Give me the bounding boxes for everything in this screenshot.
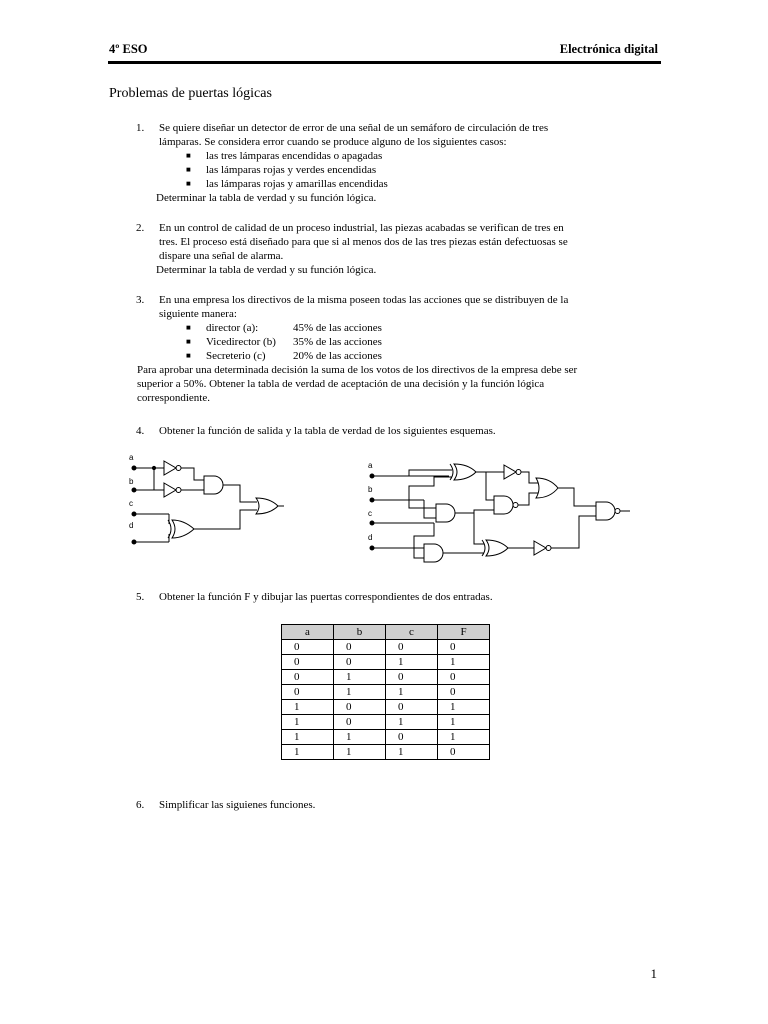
- problem-1-task: Determinar la tabla de verdad y su función lógica.: [156, 192, 377, 204]
- table-cell: 0: [282, 670, 334, 685]
- table-row: [282, 700, 490, 715]
- truth-table-header-c: c: [386, 625, 438, 640]
- table-row: [282, 640, 490, 655]
- table-cell: 1: [438, 715, 490, 730]
- table-cell: 0: [334, 700, 386, 715]
- table-cell: 0: [438, 685, 490, 700]
- table-cell: 0: [282, 640, 334, 655]
- bullet-icon: ■: [186, 351, 191, 360]
- table-cell: 0: [386, 730, 438, 745]
- problem-6-number: 6.: [136, 799, 145, 811]
- problem-5-text: Obtener la función F y dibujar las puertas correspondientes de dos entradas.: [159, 591, 493, 603]
- problem-4-text: Obtener la función de salida y la tabla de verdad de los siguientes esquemas.: [159, 425, 496, 437]
- bullet-icon: ■: [186, 151, 191, 160]
- table-cell: 1: [386, 685, 438, 700]
- table-row: [282, 685, 490, 700]
- problem-3-number: 3.: [136, 294, 145, 306]
- truth-table: [281, 624, 490, 760]
- problem-1-bullet-1: las tres lámparas encendidas o apagadas: [206, 150, 383, 162]
- truth-table-header-b: b: [334, 625, 386, 640]
- problem-4-number: 4.: [136, 425, 145, 437]
- table-cell: 1: [438, 730, 490, 745]
- problem-2-text-line-3: dispare una señal de alarma.: [159, 250, 284, 262]
- table-row: [282, 745, 490, 760]
- bullet-icon: ■: [186, 165, 191, 174]
- table-cell: 1: [386, 745, 438, 760]
- problem-3-text-line-1: En una empresa los directivos de la misma poseen todas las acciones que se distribuyen de la: [159, 294, 569, 306]
- table-cell: 0: [282, 655, 334, 670]
- table-row: [282, 715, 490, 730]
- table-row: [282, 730, 490, 745]
- input-label-a: a: [129, 453, 134, 462]
- problem-6-text: Simplificar las siguienes funciones.: [159, 799, 316, 811]
- input-label-d: d: [368, 533, 373, 542]
- table-cell: 1: [282, 745, 334, 760]
- shareholder-share: 35% de las acciones: [293, 336, 382, 348]
- shareholder-share: 45% de las acciones: [293, 322, 382, 334]
- table-cell: 0: [438, 745, 490, 760]
- table-cell: 1: [334, 670, 386, 685]
- shareholder-role: Secreterio (c): [206, 350, 266, 362]
- header-rule: [108, 61, 661, 64]
- problem-3-para-line-2: superior a 50%. Obtener la tabla de verdad de aceptación de una decisión y la función lógica: [137, 378, 545, 390]
- table-cell: 1: [438, 655, 490, 670]
- table-cell: 0: [334, 715, 386, 730]
- logic-circuit-right: [364, 456, 634, 566]
- problem-2-task: Determinar la tabla de verdad y su función lógica.: [156, 264, 377, 276]
- problem-1-number: 1.: [136, 122, 145, 134]
- problem-3-para-line-1: Para aprobar una determinada decisión la suma de los votos de los directivos de la empresa debe ser: [137, 364, 578, 376]
- page-number: 1: [650, 966, 657, 981]
- document-title: Problemas de puertas lógicas: [109, 86, 272, 101]
- table-cell: 0: [386, 670, 438, 685]
- input-label-c: c: [368, 509, 372, 518]
- problem-1-bullet-3: las lámparas rojas y amarillas encendidas: [206, 178, 388, 190]
- table-cell: 1: [334, 730, 386, 745]
- table-cell: 0: [334, 655, 386, 670]
- truth-table-header-row: [282, 625, 490, 640]
- table-cell: 0: [386, 640, 438, 655]
- problem-2-text-line-2: tres. El proceso está diseñado para que si al menos dos de las tres piezas están defectuosas se: [159, 236, 568, 248]
- problem-3-para-line-3: correspondiente.: [137, 392, 210, 404]
- bullet-icon: ■: [186, 337, 191, 346]
- input-label-d: d: [129, 521, 134, 530]
- shareholder-role: Vicedirector (b): [206, 336, 276, 348]
- logic-circuit-left: [124, 448, 284, 550]
- table-cell: 0: [282, 685, 334, 700]
- table-cell: 0: [438, 640, 490, 655]
- input-label-b: b: [368, 485, 373, 494]
- table-cell: 1: [334, 685, 386, 700]
- shareholder-share: 20% de las acciones: [293, 350, 382, 362]
- table-cell: 1: [282, 730, 334, 745]
- table-cell: 1: [282, 715, 334, 730]
- bullet-icon: ■: [186, 179, 191, 188]
- table-cell: 1: [282, 700, 334, 715]
- input-label-a: a: [368, 461, 373, 470]
- table-row: [282, 670, 490, 685]
- problem-1-bullet-2: las lámparas rojas y verdes encendidas: [206, 164, 377, 176]
- table-cell: 0: [334, 640, 386, 655]
- shareholder-role: director (a):: [206, 322, 259, 334]
- table-cell: 1: [334, 745, 386, 760]
- truth-table-header-f: F: [438, 625, 490, 640]
- bullet-icon: ■: [186, 323, 191, 332]
- input-label-b: b: [129, 477, 134, 486]
- table-cell: 0: [386, 700, 438, 715]
- table-cell: 0: [438, 670, 490, 685]
- header-subject: Electrónica digital: [559, 42, 658, 56]
- table-row: [282, 655, 490, 670]
- problem-3-text-line-2: siguiente manera:: [159, 308, 237, 320]
- problem-2-text-line-1: En un control de calidad de un proceso industrial, las piezas acabadas se verifican de tres en: [159, 222, 564, 234]
- table-cell: 1: [386, 655, 438, 670]
- problem-1-text-line-2: lámparas. Se considera error cuando se produce alguno de los siguientes casos:: [159, 136, 507, 148]
- table-cell: 1: [386, 715, 438, 730]
- header-course: 4º ESO: [109, 42, 148, 56]
- problem-5-number: 5.: [136, 591, 145, 603]
- problem-2-number: 2.: [136, 222, 145, 234]
- input-label-c: c: [129, 499, 133, 508]
- problem-1-text-line-1: Se quiere diseñar un detector de error de una señal de un semáforo de circulación de tres: [159, 122, 549, 134]
- table-cell: 1: [438, 700, 490, 715]
- truth-table-header-a: a: [282, 625, 334, 640]
